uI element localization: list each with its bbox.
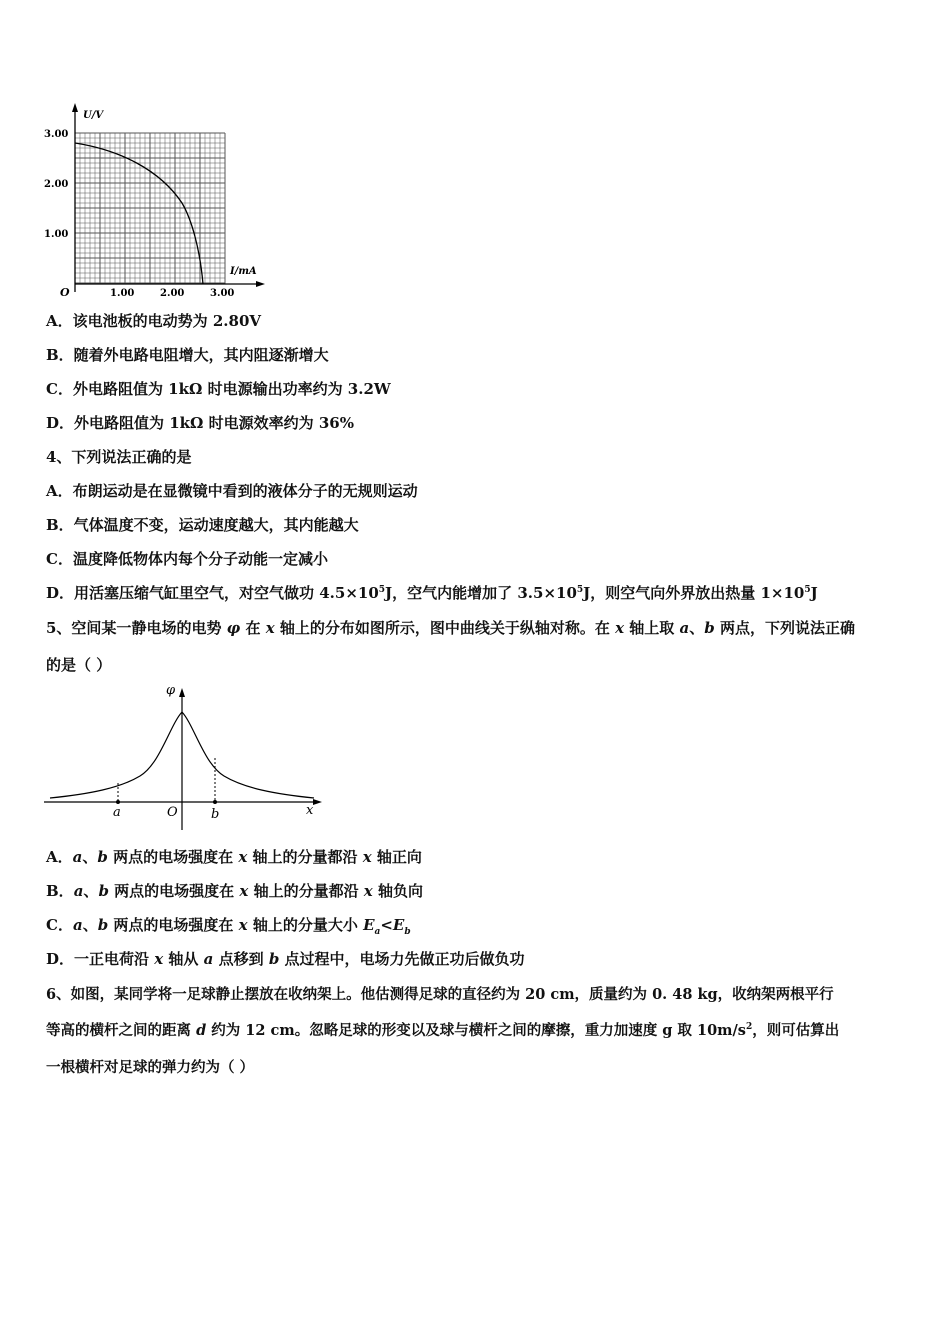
- text-span: J，则空气向外界放出热量 1×10: [583, 584, 805, 602]
- text-span: 轴上的分量都沿: [247, 848, 363, 866]
- potential-origin-label: O: [167, 805, 178, 820]
- subscript: a: [374, 927, 381, 937]
- ui-graph-x-arrow: [256, 281, 265, 287]
- text-span: 、: [689, 619, 705, 637]
- ui-graph-origin: O: [60, 286, 70, 299]
- text-span: 点过程中，电场力先做正功后做负功: [279, 950, 525, 968]
- potential-phi-label: φ: [166, 683, 176, 698]
- point-a-dot: [116, 800, 120, 804]
- symbol-x: x: [154, 950, 164, 968]
- symbol-a: a: [679, 619, 690, 637]
- text-span: C．: [46, 916, 73, 934]
- text-span: <: [380, 916, 393, 934]
- symbol-b: b: [98, 882, 109, 900]
- text-span: 轴从: [163, 950, 204, 968]
- symbol-b: b: [704, 619, 715, 637]
- q4-option-d: [46, 583, 818, 603]
- q3-option-a: A．该电池板的电动势为 2.80V: [46, 312, 262, 330]
- text-span: J: [810, 584, 818, 602]
- exponent: 5: [378, 585, 386, 595]
- exponent: 5: [576, 585, 584, 595]
- q5-option-a: [46, 847, 422, 867]
- q4-option-b: B．气体温度不变，运动速度越大，其内能越大: [46, 516, 359, 534]
- text-span: D．用活塞压缩气缸里空气，对空气做功 4.5×10: [46, 584, 379, 602]
- symbol-a: a: [72, 848, 83, 866]
- symbol-a: a: [73, 882, 84, 900]
- text-span: 轴上的分量都沿: [248, 882, 364, 900]
- text-span: B．: [46, 882, 74, 900]
- symbol-x: x: [362, 848, 372, 866]
- ui-graph-y-arrow: [72, 103, 78, 112]
- symbol-x: x: [615, 619, 625, 637]
- q3-option-b: B．随着外电路电阻增大，其内阻逐渐增大: [46, 346, 329, 364]
- text-span: 5、空间某一静电场的电势: [46, 619, 227, 637]
- text-span: A．: [46, 848, 73, 866]
- q6-stem-line2: [46, 1021, 839, 1041]
- ui-graph-y-tick: 3.00: [44, 129, 69, 140]
- ui-graph-y-label: U/V: [83, 110, 104, 121]
- ui-graph-x-label: I/mA: [230, 266, 257, 277]
- text-span: 等高的横杆之间的距离: [46, 1022, 197, 1039]
- potential-x-arrow: [313, 799, 322, 805]
- q5-option-c: [46, 915, 411, 935]
- text-span: 两点，下列说法正确: [714, 619, 855, 637]
- ui-graph-x-tick: 1.00: [110, 288, 135, 299]
- symbol-x: x: [238, 916, 248, 934]
- q6-stem-line1: 6、如图，某同学将一足球静止摆放在收纳架上。他估测得足球的直径约为 20 cm，质量约为 0. 48 kg，收纳架两根平行: [46, 986, 834, 1003]
- symbol-x: x: [239, 882, 249, 900]
- q3-option-c: C．外电路阻值为 1kΩ 时电源输出功率约为 3.2W: [46, 380, 391, 398]
- text-span: 点移到: [213, 950, 269, 968]
- q5-option-b: [46, 881, 423, 901]
- q5-stem-line2: 的是（ ）: [46, 656, 112, 674]
- q4-option-c: C．温度降低物体内每个分子动能一定减小: [46, 550, 328, 568]
- symbol-E: E: [363, 916, 375, 934]
- text-span: 、: [82, 848, 98, 866]
- potential-y-arrow: [179, 688, 185, 697]
- q6-stem-line3: 一根横杆对足球的弹力约为（ ）: [46, 1059, 255, 1076]
- potential-a-label: a: [113, 805, 121, 820]
- potential-graph: [40, 680, 330, 835]
- ui-graph-y-tick: 2.00: [44, 179, 69, 190]
- q5-option-d: [46, 949, 525, 969]
- text-span: J，空气内能增加了 3.5×10: [385, 584, 577, 602]
- text-span: 两点的电场强度在: [108, 882, 240, 900]
- exponent: 5: [804, 585, 811, 595]
- q4-option-a: A．布朗运动是在显微镜中看到的液体分子的无规则运动: [46, 482, 418, 500]
- text-span: 、: [83, 882, 99, 900]
- text-span: 两点的电场强度在: [107, 848, 239, 866]
- symbol-E: E: [392, 916, 405, 934]
- point-b-dot: [213, 800, 217, 804]
- potential-x-label: x: [306, 803, 314, 818]
- ui-graph-y-tick: 1.00: [44, 229, 69, 240]
- symbol-x: x: [238, 848, 248, 866]
- text-span: 轴正向: [371, 848, 422, 866]
- symbol-phi: φ: [226, 619, 241, 637]
- symbol-b: b: [97, 848, 108, 866]
- exponent: 2: [745, 1022, 753, 1033]
- potential-b-label: b: [211, 807, 220, 822]
- text-span: 轴上的分布如图所示，图中曲线关于纵轴对称。在: [274, 619, 616, 637]
- text-span: 轴负向: [372, 882, 423, 900]
- text-span: 轴上的分量大小: [247, 916, 364, 934]
- text-span: D．一正电荷沿: [46, 950, 155, 968]
- text-span: 轴上取: [624, 619, 680, 637]
- text-span: 两点的电场强度在: [108, 916, 239, 934]
- symbol-x: x: [265, 619, 275, 637]
- ui-graph-grid: [75, 133, 225, 284]
- symbol-b: b: [268, 950, 280, 968]
- symbol-d: d: [196, 1022, 207, 1039]
- symbol-a: a: [72, 916, 83, 934]
- q5-stem: [46, 618, 855, 638]
- ui-graph-x-tick: 3.00: [210, 288, 235, 299]
- text-span: 、: [82, 916, 98, 934]
- q3-option-d: D．外电路阻值为 1kΩ 时电源效率约为 36%: [46, 414, 354, 432]
- symbol-x: x: [363, 882, 373, 900]
- ui-graph: [40, 100, 270, 305]
- ui-graph-x-tick: 2.00: [160, 288, 185, 299]
- q4-stem: 4、下列说法正确的是: [46, 448, 192, 466]
- symbol-b: b: [97, 916, 109, 934]
- text-span: 约为 12 cm。忽略足球的形变以及球与横杆之间的摩擦，重力加速度 g 取 10m/s: [206, 1022, 746, 1039]
- symbol-a: a: [203, 950, 214, 968]
- text-span: ，则可估算出: [752, 1022, 840, 1039]
- subscript: b: [404, 927, 411, 937]
- text-span: 在: [240, 619, 266, 637]
